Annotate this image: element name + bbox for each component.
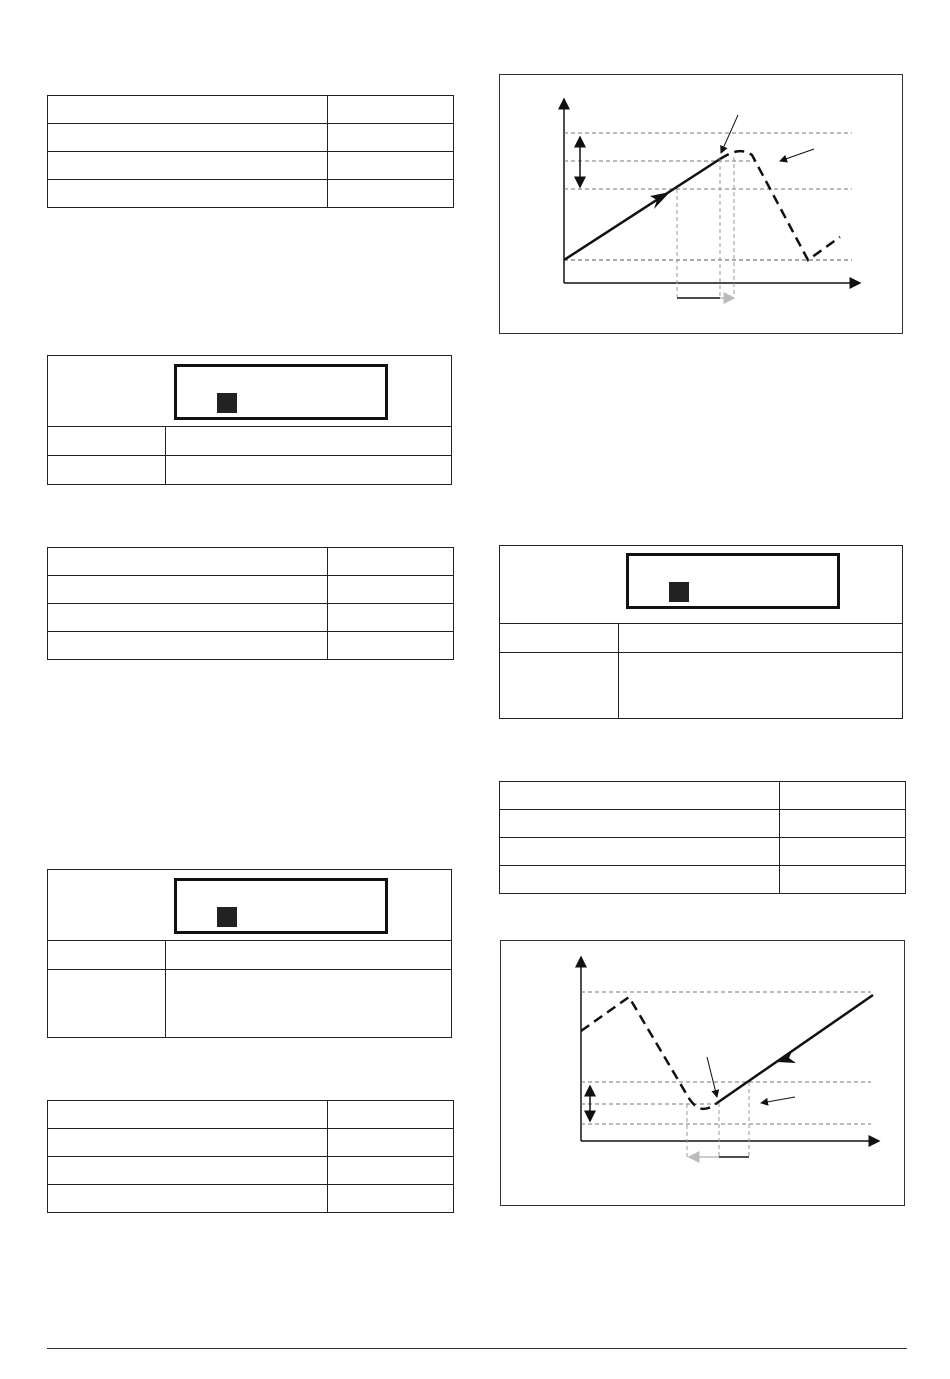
table-cell	[780, 838, 906, 866]
table-row	[48, 632, 454, 660]
table-cell	[780, 782, 906, 810]
table-cell	[48, 1157, 328, 1185]
rising-diagram	[499, 74, 903, 334]
table-cell	[48, 576, 328, 604]
rising-line	[564, 159, 720, 260]
table-cell	[328, 548, 454, 576]
table-row	[48, 180, 454, 208]
falling-diagram-svg	[501, 941, 906, 1207]
pointer-arrow	[780, 149, 814, 161]
table-cell	[328, 632, 454, 660]
table-2	[47, 547, 454, 660]
table-row	[48, 1157, 454, 1185]
rising-diagram-svg	[500, 75, 904, 335]
display-panel-header	[48, 870, 451, 941]
table-cell	[328, 604, 454, 632]
table-row	[500, 866, 906, 894]
table-row	[48, 456, 451, 485]
table-cell	[328, 1185, 454, 1213]
table-cell	[48, 152, 328, 180]
lcd-screen	[174, 878, 388, 934]
table-row	[48, 1101, 454, 1129]
table-row	[500, 782, 906, 810]
table-row	[48, 970, 451, 1037]
table-cell	[48, 180, 328, 208]
display-panel-header	[500, 546, 902, 624]
direction-arrow-icon	[650, 192, 670, 209]
table-row	[48, 152, 454, 180]
table-cell	[328, 576, 454, 604]
table-row	[48, 1185, 454, 1213]
falling-line	[717, 995, 873, 1103]
table-cell	[48, 124, 328, 152]
table-row	[500, 624, 902, 653]
falling-diagram	[500, 940, 905, 1206]
table-row	[48, 427, 451, 456]
lcd-screen	[174, 364, 388, 420]
table-cell	[48, 970, 166, 1037]
table-row	[48, 576, 454, 604]
undershoot-curve	[581, 997, 717, 1109]
table-cell	[328, 180, 454, 208]
table-cell	[328, 1129, 454, 1157]
table-4	[499, 781, 906, 894]
table-cell	[500, 838, 780, 866]
table-cell	[328, 152, 454, 180]
table-cell	[328, 1157, 454, 1185]
table-row	[48, 96, 454, 124]
table-cell	[48, 604, 328, 632]
table-cell	[500, 624, 619, 652]
table-row	[48, 1129, 454, 1157]
table-cell	[328, 124, 454, 152]
pointer-arrow	[761, 1097, 795, 1103]
display-panel-2	[47, 869, 452, 1038]
lcd-cursor-icon	[217, 393, 237, 413]
lcd-screen	[626, 553, 840, 609]
table-cell	[48, 96, 328, 124]
table-cell	[780, 866, 906, 894]
table-row	[500, 810, 906, 838]
table-cell	[48, 1185, 328, 1213]
lcd-cursor-icon	[217, 907, 237, 927]
display-panel-3	[499, 545, 903, 719]
table-cell	[500, 782, 780, 810]
table-row	[500, 838, 906, 866]
table-cell	[48, 632, 328, 660]
table-row	[48, 548, 454, 576]
table-row	[500, 653, 902, 719]
footer-divider	[47, 1348, 907, 1349]
lcd-cursor-icon	[669, 582, 689, 602]
pointer-arrow	[721, 115, 738, 153]
table-cell	[328, 96, 454, 124]
pointer-arrow	[707, 1057, 717, 1097]
table-cell	[48, 941, 166, 969]
table-cell	[328, 1101, 454, 1129]
table-row	[48, 604, 454, 632]
table-cell	[500, 810, 780, 838]
table-row	[48, 941, 451, 970]
table-cell	[500, 866, 780, 894]
overshoot-curve	[720, 151, 840, 260]
table-cell	[48, 1129, 328, 1157]
table-3	[47, 1100, 454, 1213]
table-cell	[48, 456, 166, 485]
display-panel-header	[48, 356, 451, 427]
table-cell	[500, 653, 619, 719]
table-cell	[48, 1101, 328, 1129]
table-row	[48, 124, 454, 152]
table-cell	[780, 810, 906, 838]
display-panel-1	[47, 355, 452, 485]
table-cell	[48, 427, 166, 455]
table-cell	[48, 548, 328, 576]
table-1	[47, 95, 454, 208]
